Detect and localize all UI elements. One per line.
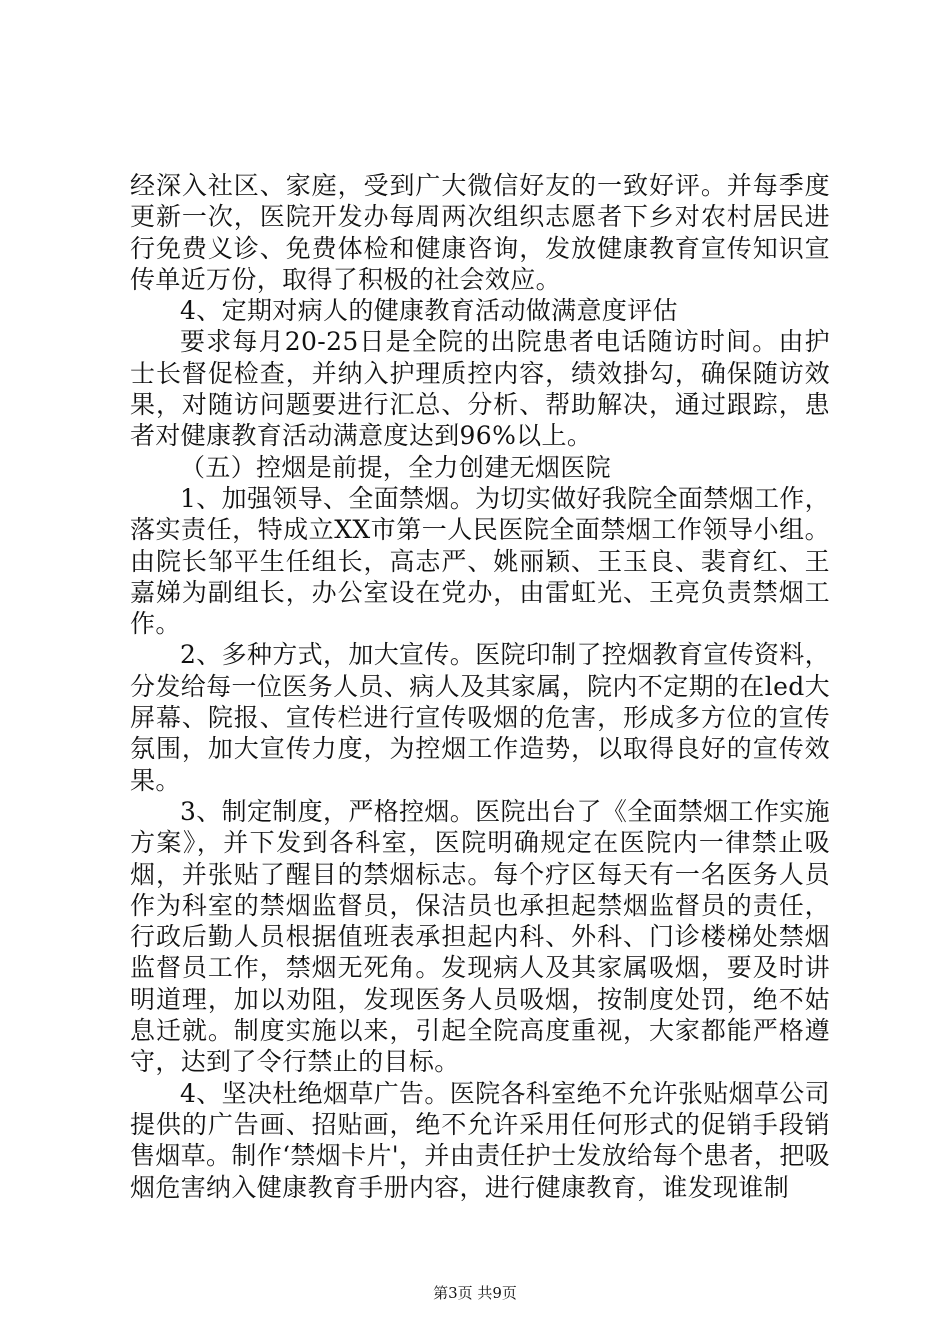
paragraph-publicity: 2、多种方式，加大宣传。医院印制了控烟教育宣传资料，分发给每一位医务人员、病人及其家属，院内不定期的在led大屏幕、院报、宣传栏进行宣传吸烟的危害，形成多方位的宣传氛围，加大宣传力度，为控烟工作造势，以取得良好的宣传效果。 xyxy=(130,640,831,795)
document-body xyxy=(130,170,830,1203)
paragraph-tobacco-ads: 4、坚决杜绝烟草广告。医院各科室绝不允许张贴烟草公司提供的广告画、招贴画，绝不允许采用任何形式的促销手段销售烟草。制作‘禁烟卡片'，并由责任护士发放给每个患者，把吸烟危害纳入健康教育手册内容，进行健康教育，谁发现谁制 xyxy=(130,1078,831,1202)
paragraph-regulations: 3、制定制度，严格控烟。医院出台了《全面禁烟工作实施方案》，并下发到各科室，医院明确规定在医院内一律禁止吸烟，并张贴了醒目的禁烟标志。每个疗区每天有一名医务人员作为科室的禁烟监督员，保洁员也承担起禁烟监督员的责任，行政后勤人员根据值班表承担起内科、外科、门诊楼梯处禁烟监督员工作，禁烟无死角。发现病人及其家属吸烟，要及时讲明道理，加以劝阻，发现医务人员吸烟，按制度处罚，绝不姑息迁就。制度实施以来，引起全院高度重视，大家都能严格遵守，达到了令行禁止的目标。 xyxy=(130,796,831,1077)
paragraph-continuation: 经深入社区、家庭，受到广大微信好友的一致好评。并每季度更新一次，医院开发办每周两次组织志愿者下乡对农村居民进行免费义诊、免费体检和健康咨询，发放健康教育宣传知识宣传单近万份，取得了积极的社会效应。 xyxy=(130,171,830,294)
paragraph-leadership: 1、加强领导、全面禁烟。为切实做好我院全面禁烟工作，落实责任，特成立XX市第一人民医院全面禁烟工作领导小组。由院长邹平生任组长，高志严、姚丽颖、王玉良、裴育红、王嘉娣为副组长，办公室设在党办，由雷虹光、王亮负责禁烟工作。 xyxy=(130,483,831,639)
paragraph-satisfaction-heading: 4、定期对病人的健康教育活动做满意度评估 xyxy=(180,296,678,326)
paragraph-followup: 要求每月20-25日是全院的出院患者电话随访时间。由护士长督促检查，并纳入护理质控内容，绩效掛勾，确保随访效果，对随访问题要进行汇总、分析、帮助解决，通过跟踪，患者对健康教育活动满意度达到96%以上。 xyxy=(130,327,830,451)
section-heading-smoke-control: （五）控烟是前提，全力创建无烟医院 xyxy=(180,452,611,482)
page-footer: 第3页 共9页 xyxy=(433,1284,517,1302)
